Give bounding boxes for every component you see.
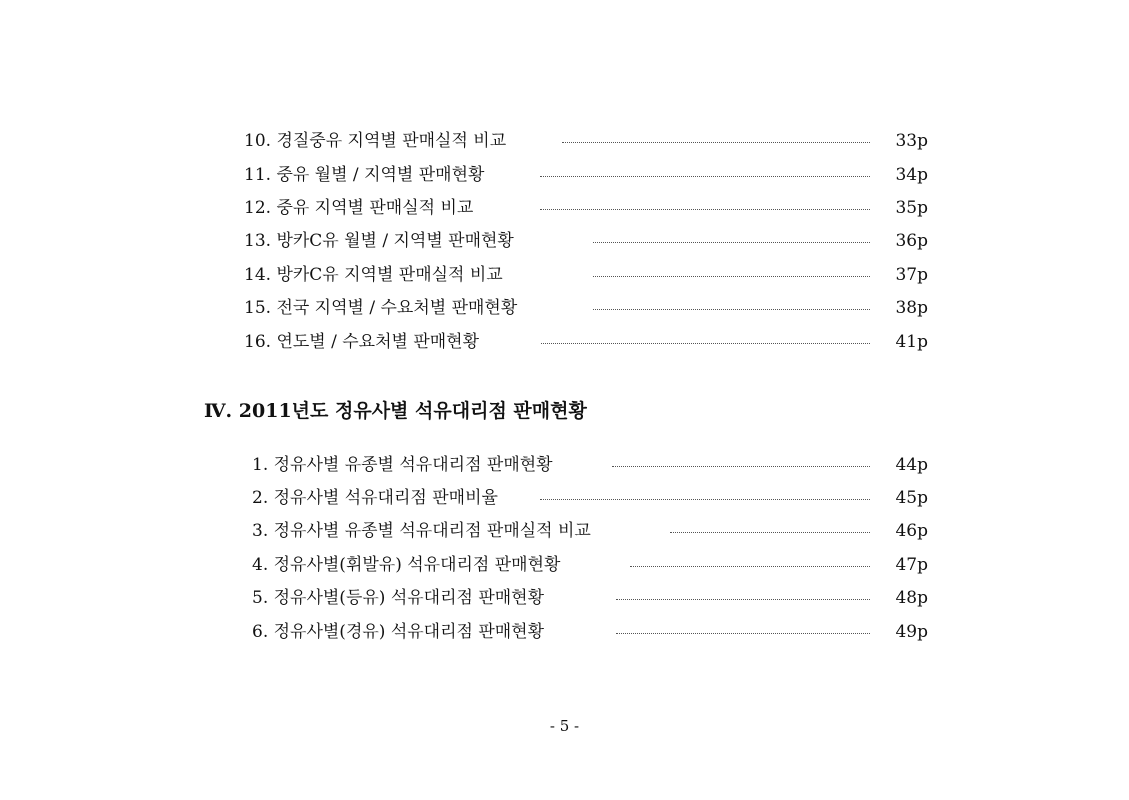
toc-entry-page: 47p [895,555,928,575]
toc-entry-page: 48p [895,588,928,608]
toc-entry-label: 6. 정유사별(경유) 석유대리점 판매현황 [252,622,545,642]
dot-leader [630,566,870,567]
toc-entry[interactable] [0,553,1129,577]
toc-entry-page: 49p [895,622,928,642]
dot-leader [616,633,870,634]
dot-leader [593,276,870,277]
toc-entry-page: 46p [895,521,928,541]
toc-entry-page: 35p [895,198,928,218]
dot-leader [593,242,870,243]
toc-entry-page: 34p [895,165,928,185]
dot-leader [670,532,870,533]
dot-leader [540,209,870,210]
toc-entry-label: 1. 정유사별 유종별 석유대리점 판매현황 [252,455,553,475]
toc-entry-label: 10. 경질중유 지역별 판매실적 비교 [244,131,507,151]
toc-entry[interactable] [0,453,1129,477]
toc-entry-label: 2. 정유사별 석유대리점 판매비율 [252,488,498,508]
toc-entry-page: 44p [895,455,928,475]
toc-entry[interactable] [0,196,1129,220]
dot-leader [593,309,870,310]
toc-entry[interactable] [0,586,1129,610]
toc-entry[interactable] [0,620,1129,644]
toc-entry-label: 12. 중유 지역별 판매실적 비교 [244,198,474,218]
toc-entry-page: 41p [895,332,928,352]
toc-entry[interactable] [0,519,1129,543]
toc-entry[interactable] [0,296,1129,320]
toc-entry[interactable] [0,229,1129,253]
dot-leader [541,343,870,344]
page-number: - 5 - [549,717,580,735]
dot-leader [616,599,870,600]
toc-entry-label: 14. 방카C유 지역별 판매실적 비교 [244,265,503,285]
toc-entry[interactable] [0,129,1129,153]
toc-entry-label: 4. 정유사별(휘발유) 석유대리점 판매현황 [252,555,561,575]
section-heading: Ⅳ. 2011년도 정유사별 석유대리점 판매현황 [204,400,587,422]
toc-entry[interactable] [0,330,1129,354]
dot-leader [612,466,870,467]
toc-entry-page: 45p [895,488,928,508]
toc-entry-label: 16. 연도별 / 수요처별 판매현황 [244,332,480,352]
toc-entry-label: 15. 전국 지역별 / 수요처별 판매현황 [244,298,518,318]
toc-entry-label: 11. 중유 월별 / 지역별 판매현황 [244,165,485,185]
toc-entry-page: 36p [895,231,928,251]
toc-entry-label: 13. 방카C유 월별 / 지역별 판매현황 [244,231,514,251]
toc-entry-page: 37p [895,265,928,285]
toc-entry[interactable] [0,163,1129,187]
toc-entry[interactable] [0,486,1129,510]
toc-entry-page: 33p [895,131,928,151]
toc-entry[interactable] [0,263,1129,287]
toc-entry-label: 3. 정유사별 유종별 석유대리점 판매실적 비교 [252,521,591,541]
dot-leader [562,142,870,143]
dot-leader [540,499,870,500]
toc-entry-page: 38p [895,298,928,318]
dot-leader [540,176,870,177]
toc-entry-label: 5. 정유사별(등유) 석유대리점 판매현황 [252,588,545,608]
